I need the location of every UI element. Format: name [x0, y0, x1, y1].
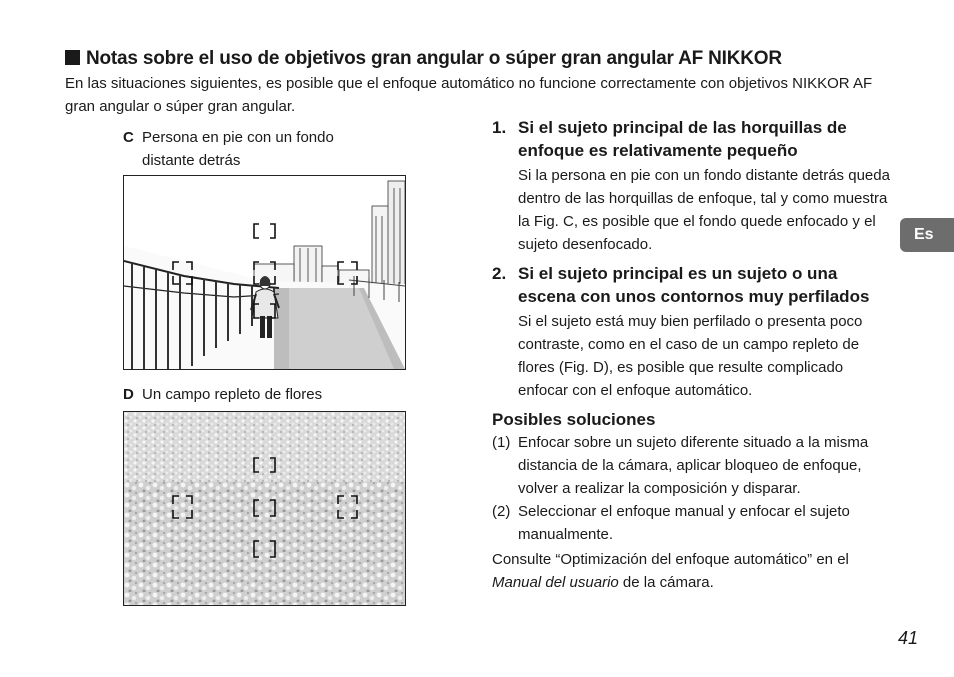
- figure-d-letter: D: [123, 386, 134, 403]
- solution-1: [492, 431, 892, 500]
- item-1: [492, 116, 892, 256]
- manual-title: Manual del usuario: [492, 574, 619, 591]
- figure-c-caption-text: Persona en pie con un fondo distante detrás: [142, 129, 334, 169]
- figure-d-caption-text: Un campo repleto de flores: [142, 386, 323, 403]
- figure-c-letter: C: [123, 129, 134, 146]
- section-heading: [65, 48, 782, 70]
- item-1-number: 1.: [492, 118, 507, 137]
- item-2-title: Si el sujeto principal es un sujeto o una escena con unos contornos muy perfilados: [518, 264, 870, 306]
- solution-2-number: (2): [492, 503, 511, 520]
- page-number: 41: [898, 628, 919, 648]
- reference-note-before: Consulte “Optimización del enfoque automático” en el: [492, 551, 849, 568]
- reference-note-after: de la cámara.: [618, 574, 714, 591]
- figure-d-caption: [123, 383, 403, 406]
- solution-2: [492, 500, 892, 546]
- solution-1-number: (1): [492, 434, 511, 451]
- intro-paragraph: En las situaciones siguientes, es posible que el enfoque automático no funcione correctamente con objetivos NIKKOR AF gran angular o súper gran angular.: [65, 75, 873, 115]
- item-2: [492, 262, 892, 402]
- solution-1-text: Enfocar sobre un sujeto diferente situado a la misma distancia de la cámara, aplicar bloqueo de enfoque, volver a realizar la composición y disparar.: [518, 434, 869, 497]
- solution-2-text: Seleccionar el enfoque manual y enfocar el sujeto manualmente.: [518, 503, 850, 543]
- figure-c-image: [123, 175, 406, 370]
- language-tab-es: Es: [900, 218, 954, 252]
- item-2-number: 2.: [492, 264, 507, 283]
- item-1-title: Si el sujeto principal de las horquillas de enfoque es relativamente pequeño: [518, 118, 847, 160]
- item-1-body: Si la persona en pie con un fondo distante detrás queda dentro de las horquillas de enfoque, tal y como muestra la Fig. C, es posible que el fondo quede enfocado y el sujeto desenfocado.: [518, 167, 890, 253]
- street-scene-illustration: [124, 176, 405, 369]
- right-column: [492, 116, 892, 594]
- item-2-body: Si el sujeto está muy bien perfilado o presenta poco contraste, como en el caso de un campo repleto de flores (Fig. D), es posible que resulte complicado enfocar con el enfoque automático.: [518, 313, 863, 399]
- figure-d-image: [123, 411, 406, 606]
- flower-field-illustration: [124, 412, 405, 605]
- square-bullet-icon: [65, 50, 80, 65]
- figure-c-caption: [123, 126, 383, 172]
- reference-note: [492, 548, 892, 594]
- solutions-title: Posibles soluciones: [492, 410, 656, 429]
- section-heading-text: Notas sobre el uso de objetivos gran angular o súper gran angular AF NIKKOR: [86, 48, 782, 69]
